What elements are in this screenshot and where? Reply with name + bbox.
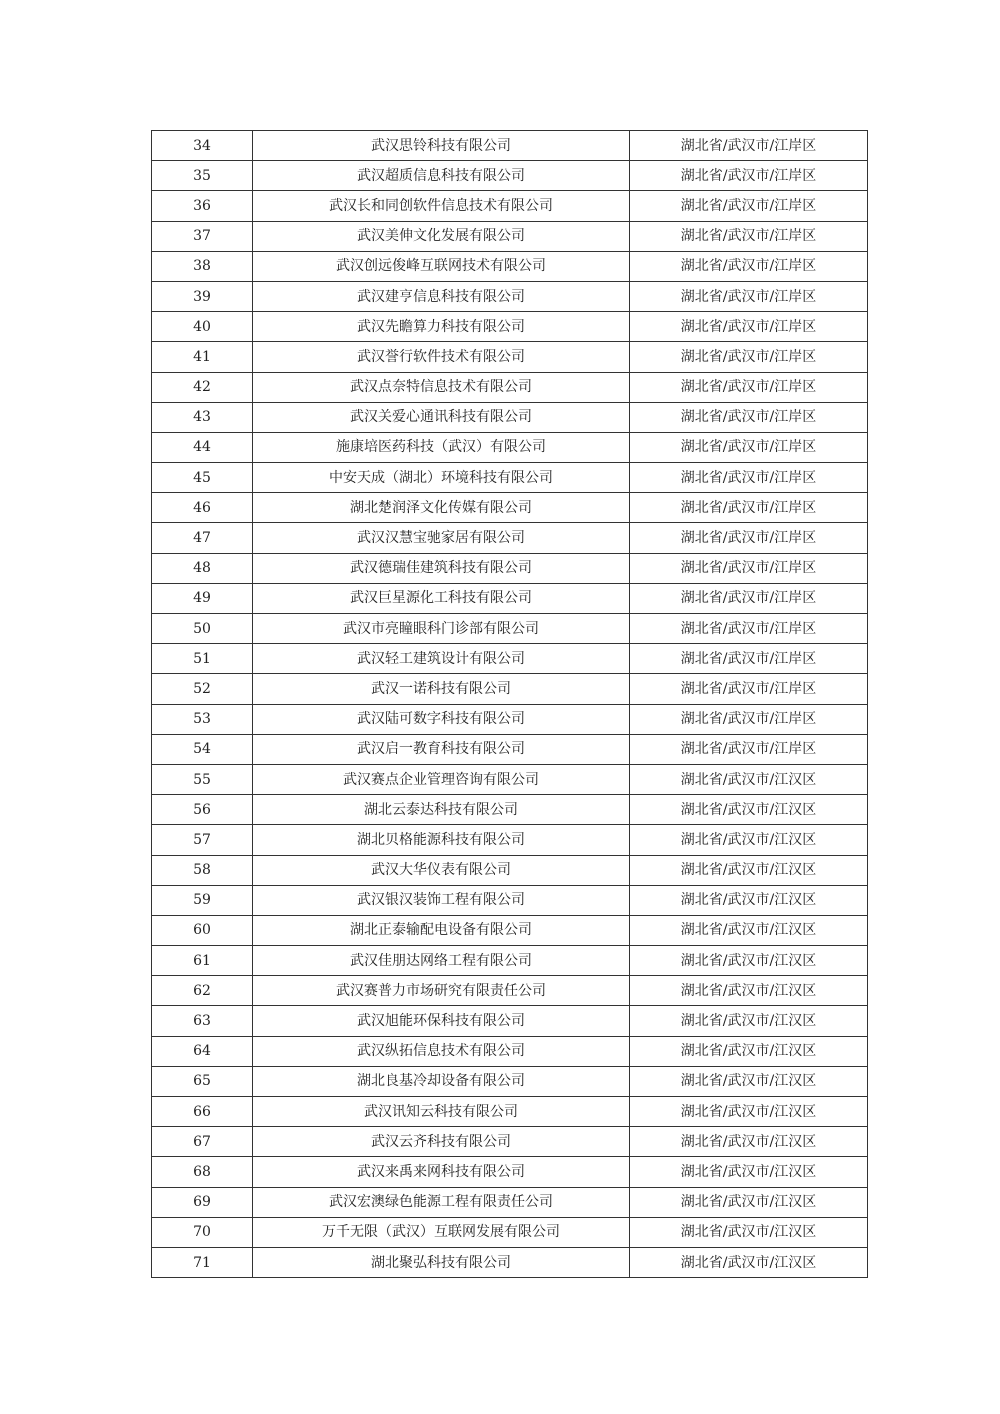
company-name: 湖北良基冷却设备有限公司	[253, 1066, 630, 1096]
row-number: 40	[152, 312, 253, 342]
table-row	[152, 915, 868, 945]
table-row	[152, 191, 868, 221]
row-number: 45	[152, 463, 253, 493]
company-region: 湖北省/武汉市/江岸区	[630, 704, 868, 734]
company-name: 武汉启一教育科技有限公司	[253, 734, 630, 764]
table-row	[152, 251, 868, 281]
table-row	[152, 825, 868, 855]
row-number: 70	[152, 1217, 253, 1247]
row-number: 51	[152, 644, 253, 674]
company-name: 武汉宏澳绿色能源工程有限责任公司	[253, 1187, 630, 1217]
company-name: 武汉赛普力市场研究有限责任公司	[253, 976, 630, 1006]
company-region: 湖北省/武汉市/江汉区	[630, 885, 868, 915]
table-row	[152, 523, 868, 553]
company-region: 湖北省/武汉市/江岸区	[630, 191, 868, 221]
company-region: 湖北省/武汉市/江岸区	[630, 583, 868, 613]
company-region: 湖北省/武汉市/江汉区	[630, 1157, 868, 1187]
company-name: 武汉来禹来网科技有限公司	[253, 1157, 630, 1187]
table-row	[152, 493, 868, 523]
row-number: 61	[152, 946, 253, 976]
company-region: 湖北省/武汉市/江汉区	[630, 825, 868, 855]
row-number: 44	[152, 432, 253, 462]
company-name: 武汉长和同创软件信息技术有限公司	[253, 191, 630, 221]
company-region: 湖北省/武汉市/江岸区	[630, 372, 868, 402]
company-region: 湖北省/武汉市/江岸区	[630, 432, 868, 462]
table-row	[152, 312, 868, 342]
company-name: 武汉赛点企业管理咨询有限公司	[253, 764, 630, 794]
table-row	[152, 1066, 868, 1096]
company-region: 湖北省/武汉市/江岸区	[630, 614, 868, 644]
company-name: 武汉创远俊峰互联网技术有限公司	[253, 251, 630, 281]
table-row	[152, 432, 868, 462]
company-name: 武汉关爱心通讯科技有限公司	[253, 402, 630, 432]
company-region: 湖北省/武汉市/江汉区	[630, 764, 868, 794]
company-region: 湖北省/武汉市/江岸区	[630, 161, 868, 191]
table-row	[152, 553, 868, 583]
table-row	[152, 372, 868, 402]
row-number: 36	[152, 191, 253, 221]
company-region: 湖北省/武汉市/江汉区	[630, 1066, 868, 1096]
table-row	[152, 1217, 868, 1247]
row-number: 66	[152, 1097, 253, 1127]
company-name: 武汉旭能环保科技有限公司	[253, 1006, 630, 1036]
company-name: 武汉先瞻算力科技有限公司	[253, 312, 630, 342]
company-name: 武汉超质信息科技有限公司	[253, 161, 630, 191]
table-row	[152, 855, 868, 885]
company-region: 湖北省/武汉市/江岸区	[630, 523, 868, 553]
company-name: 武汉云齐科技有限公司	[253, 1127, 630, 1157]
company-region: 湖北省/武汉市/江岸区	[630, 553, 868, 583]
company-name: 武汉思铃科技有限公司	[253, 131, 630, 161]
row-number: 48	[152, 553, 253, 583]
company-region: 湖北省/武汉市/江岸区	[630, 463, 868, 493]
row-number: 58	[152, 855, 253, 885]
company-region: 湖北省/武汉市/江汉区	[630, 1036, 868, 1066]
company-name: 武汉德瑞佳建筑科技有限公司	[253, 553, 630, 583]
company-region: 湖北省/武汉市/江岸区	[630, 251, 868, 281]
company-region: 湖北省/武汉市/江岸区	[630, 493, 868, 523]
table-row	[152, 131, 868, 161]
company-region: 湖北省/武汉市/江汉区	[630, 1217, 868, 1247]
row-number: 68	[152, 1157, 253, 1187]
table-row	[152, 281, 868, 311]
company-region: 湖北省/武汉市/江汉区	[630, 946, 868, 976]
company-region: 湖北省/武汉市/江汉区	[630, 1006, 868, 1036]
row-number: 38	[152, 251, 253, 281]
row-number: 34	[152, 131, 253, 161]
row-number: 35	[152, 161, 253, 191]
table-row	[152, 674, 868, 704]
company-region: 湖北省/武汉市/江岸区	[630, 734, 868, 764]
company-list-body	[152, 131, 868, 1278]
company-name: 武汉纵拓信息技术有限公司	[253, 1036, 630, 1066]
row-number: 47	[152, 523, 253, 553]
company-region: 湖北省/武汉市/江岸区	[630, 221, 868, 251]
table-row	[152, 583, 868, 613]
company-region: 湖北省/武汉市/江岸区	[630, 281, 868, 311]
company-region: 湖北省/武汉市/江汉区	[630, 976, 868, 1006]
company-name: 武汉轻工建筑设计有限公司	[253, 644, 630, 674]
row-number: 46	[152, 493, 253, 523]
company-name: 武汉点奈特信息技术有限公司	[253, 372, 630, 402]
company-region: 湖北省/武汉市/江汉区	[630, 1097, 868, 1127]
table-row	[152, 976, 868, 1006]
table-row	[152, 764, 868, 794]
row-number: 56	[152, 795, 253, 825]
row-number: 59	[152, 885, 253, 915]
table-row	[152, 463, 868, 493]
company-region: 湖北省/武汉市/江汉区	[630, 915, 868, 945]
row-number: 55	[152, 764, 253, 794]
table-row	[152, 342, 868, 372]
company-name: 武汉誉行软件技术有限公司	[253, 342, 630, 372]
table-row	[152, 1006, 868, 1036]
company-name: 湖北聚弘科技有限公司	[253, 1247, 630, 1277]
table-row	[152, 1036, 868, 1066]
table-row	[152, 161, 868, 191]
row-number: 65	[152, 1066, 253, 1096]
company-region: 湖北省/武汉市/江岸区	[630, 402, 868, 432]
row-number: 39	[152, 281, 253, 311]
table-row	[152, 1157, 868, 1187]
table-row	[152, 1247, 868, 1277]
table-row	[152, 946, 868, 976]
company-region: 湖北省/武汉市/江岸区	[630, 644, 868, 674]
company-region: 湖北省/武汉市/江汉区	[630, 1187, 868, 1217]
company-name: 武汉银汉装饰工程有限公司	[253, 885, 630, 915]
company-name: 武汉巨星源化工科技有限公司	[253, 583, 630, 613]
row-number: 50	[152, 614, 253, 644]
company-region: 湖北省/武汉市/江岸区	[630, 312, 868, 342]
row-number: 54	[152, 734, 253, 764]
company-region: 湖北省/武汉市/江岸区	[630, 674, 868, 704]
company-region: 湖北省/武汉市/江汉区	[630, 855, 868, 885]
company-name: 武汉大华仪表有限公司	[253, 855, 630, 885]
table-row	[152, 1187, 868, 1217]
row-number: 63	[152, 1006, 253, 1036]
row-number: 42	[152, 372, 253, 402]
table-row	[152, 1097, 868, 1127]
table-row	[152, 795, 868, 825]
company-name: 武汉美伸文化发展有限公司	[253, 221, 630, 251]
row-number: 60	[152, 915, 253, 945]
row-number: 57	[152, 825, 253, 855]
company-name: 武汉一诺科技有限公司	[253, 674, 630, 704]
row-number: 41	[152, 342, 253, 372]
table-row	[152, 221, 868, 251]
table-row	[152, 1127, 868, 1157]
row-number: 62	[152, 976, 253, 1006]
table-row	[152, 402, 868, 432]
company-region: 湖北省/武汉市/江岸区	[630, 131, 868, 161]
row-number: 52	[152, 674, 253, 704]
row-number: 67	[152, 1127, 253, 1157]
company-name: 湖北云泰达科技有限公司	[253, 795, 630, 825]
company-name: 湖北楚润泽文化传媒有限公司	[253, 493, 630, 523]
company-name: 施康培医药科技（武汉）有限公司	[253, 432, 630, 462]
row-number: 69	[152, 1187, 253, 1217]
table-row	[152, 614, 868, 644]
row-number: 53	[152, 704, 253, 734]
table-row	[152, 734, 868, 764]
row-number: 64	[152, 1036, 253, 1066]
company-name: 武汉佳朋达网络工程有限公司	[253, 946, 630, 976]
company-name: 湖北贝格能源科技有限公司	[253, 825, 630, 855]
company-list-table	[151, 130, 868, 1278]
row-number: 49	[152, 583, 253, 613]
company-name: 武汉陆可数字科技有限公司	[253, 704, 630, 734]
company-region: 湖北省/武汉市/江汉区	[630, 1127, 868, 1157]
company-name: 武汉市亮瞳眼科门诊部有限公司	[253, 614, 630, 644]
company-region: 湖北省/武汉市/江岸区	[630, 342, 868, 372]
company-region: 湖北省/武汉市/江汉区	[630, 1247, 868, 1277]
table-row	[152, 704, 868, 734]
company-name: 武汉讯知云科技有限公司	[253, 1097, 630, 1127]
company-region: 湖北省/武汉市/江汉区	[630, 795, 868, 825]
company-name: 中安天成（湖北）环境科技有限公司	[253, 463, 630, 493]
row-number: 43	[152, 402, 253, 432]
row-number: 71	[152, 1247, 253, 1277]
table-row	[152, 885, 868, 915]
table-row	[152, 644, 868, 674]
company-name: 万千无限（武汉）互联网发展有限公司	[253, 1217, 630, 1247]
company-name: 武汉汉慧宝驰家居有限公司	[253, 523, 630, 553]
company-name: 湖北正泰输配电设备有限公司	[253, 915, 630, 945]
row-number: 37	[152, 221, 253, 251]
company-name: 武汉建亨信息科技有限公司	[253, 281, 630, 311]
